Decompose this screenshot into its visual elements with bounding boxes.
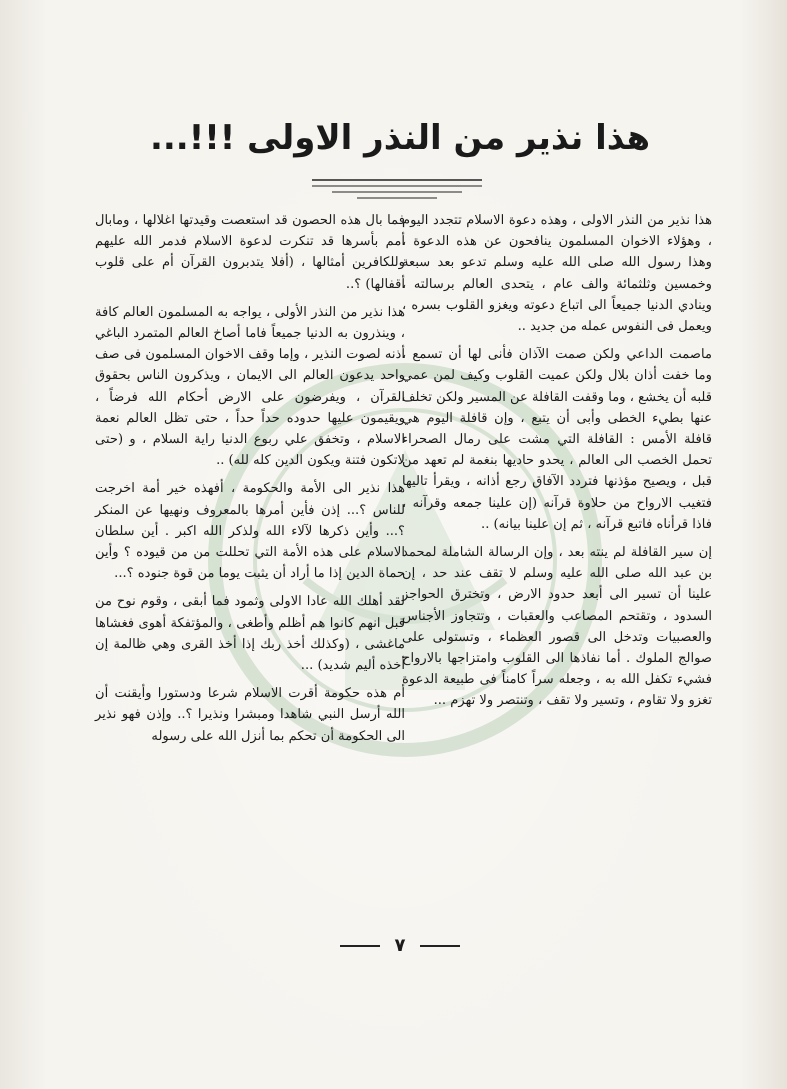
paragraph: هذا نذير من النذر الأولى ، يواجه به المسلمون العالم كافة ، وينذرون به الدنيا جميعاً فاما أصاخ العالم المتمرد الباغي أذنه لصوت النذير ، وإما وقف الاخوان المسلمون فى صف واحد يدعون العالم الى الايمان ، ويذكرون الناس بحقوق القرآن ، ويفرضون على الارض أحكام الله فرضاً ، ويقيمون عليها حدوده حداً حداً ، حتى تظل العالم نعمة الاسلام ، وتخفق علي ربوع الدنيا راية السلام ، و (حتى لاتكون فتنة ويكون الدين كله لله) .. — [95, 304, 405, 469]
paragraph: فما بال هذه الحصون قد استعصت وقيدتها اغلالها ، ومابال أمم بأسرها قد تنكرت لدعوة الاسلام فدمر الله عليهم وللكافرين أمثالها ، (أفلا يتدبرون القرآن أم على قلوب أقفالها) ؟.. — [95, 213, 405, 292]
left-column — [95, 210, 405, 754]
page-footer — [300, 935, 500, 956]
paragraph: هذا نذير الى الأمة والحكومة ، أفهذه خير أمة اخرجت للناس ؟... إذن فأين أمرها بالمعروف ونهيها عن المنكر ؟... وأين ذكرها لآلاء الله ولذكر الله اكبر . أين سلطان الاسلام على هذه الأمة التي تحللت من من قيوده ؟ وأين حماة الدين إذا ما أراد أن يثبت يوما من قوة جنوده ؟... — [95, 481, 405, 582]
paragraph: لقد أهلك الله عادا الاولى وثمود فما أبقى ، وقوم نوح من قبل انهم كانوا هم أظلم وأطغى ، والمؤتفكة أهوى فغشاها ماغشى ، (وكذلك أخذ ربك إذا أخذ القرى وهي ظالمة إن أخذه أليم شديد) ... — [95, 594, 405, 674]
page-number: ٧ — [394, 935, 406, 956]
ornamental-divider — [312, 172, 482, 202]
page-title: هذا نذير من النذر الاولى !!!... — [149, 118, 651, 158]
paragraph: ماصمت الداعي ولكن صمت الآذان فأنى لها أن تسمع ، وما خفت أذان بلال ولكن عميت القلوب وكيف لمن عمي قلبه أن يخشع ، وما وقفت القافلة عن المسير ولكن تخلف عنها بطيء الخطى وأبى أن يتبع ، وإن قافلة اليوم هي قافلة الأمس : القافلة التي مشت على رمال الصحراء تحمل الخصب الى العالم ، يحدو حاديها بنغمة لم تعهد من قبل ، ويصيح مؤذنها فتردد الآفاق رجع أذانه ، ويقرأ تاليها فتغيب الارواح من حلاوة قرآنه (إن علينا جمعه وقرآنه ، فاذا قرأناه فاتبع قرآنه ، ثم إن علينا بيانه) .. — [402, 347, 712, 532]
footer-rule — [420, 945, 460, 947]
footer-rule — [340, 945, 380, 947]
paragraph: أم هذه حكومة أقرت الاسلام شرعا ودستورا وأيقنت أن الله أرسل النبي شاهدا ومبشرا ونذيرا ؟.. وإذن فهو نذير الى الحكومة أن تحكم بما أنزل الله على رسوله — [95, 686, 405, 744]
paragraph: هذا نذير من النذر الاولى ، وهذه دعوة الاسلام تتجدد اليوم ، وهؤلاء الاخوان المسلمون ينافحون عن هذه الدعوة ، وهذا رسول الله صلى الله عليه وسلم تدعو بعد سبعة وخمسين وثلثمائة والف عام ، يتحدى العالم برسالته ، وينادي الدنيا جميعاً الى اتباع دعوته ويغزو القلوب بسره ، ويعمل فى النفوس عمله من جديد .. — [402, 213, 712, 335]
right-column — [402, 210, 712, 719]
paragraph: إن سير القافلة لم ينته بعد ، وإن الرسالة الشاملة لمحمد بن عبد الله صلى الله عليه وسلم لا تقف عند حد ، إن علينا أن تسير الى أبعد حدود الارض ، وتخترق الحواجز السدود ، وتقتحم المصاعب والعقبات ، وتتجاوز الأجناس والعصبيات وتدخل الى قصور العظماء ، وتستولى على صوالج الملوك . أما نفاذها الى القلوب وامتزاجها بالارواح فشيء تكفل الله به ، وجعله سراً كامناً فى طبيعة الدعوة تغزو ولا تقاوم ، وتسير ولا تقف ، وتنتصر ولا تهزم ... — [402, 545, 712, 709]
